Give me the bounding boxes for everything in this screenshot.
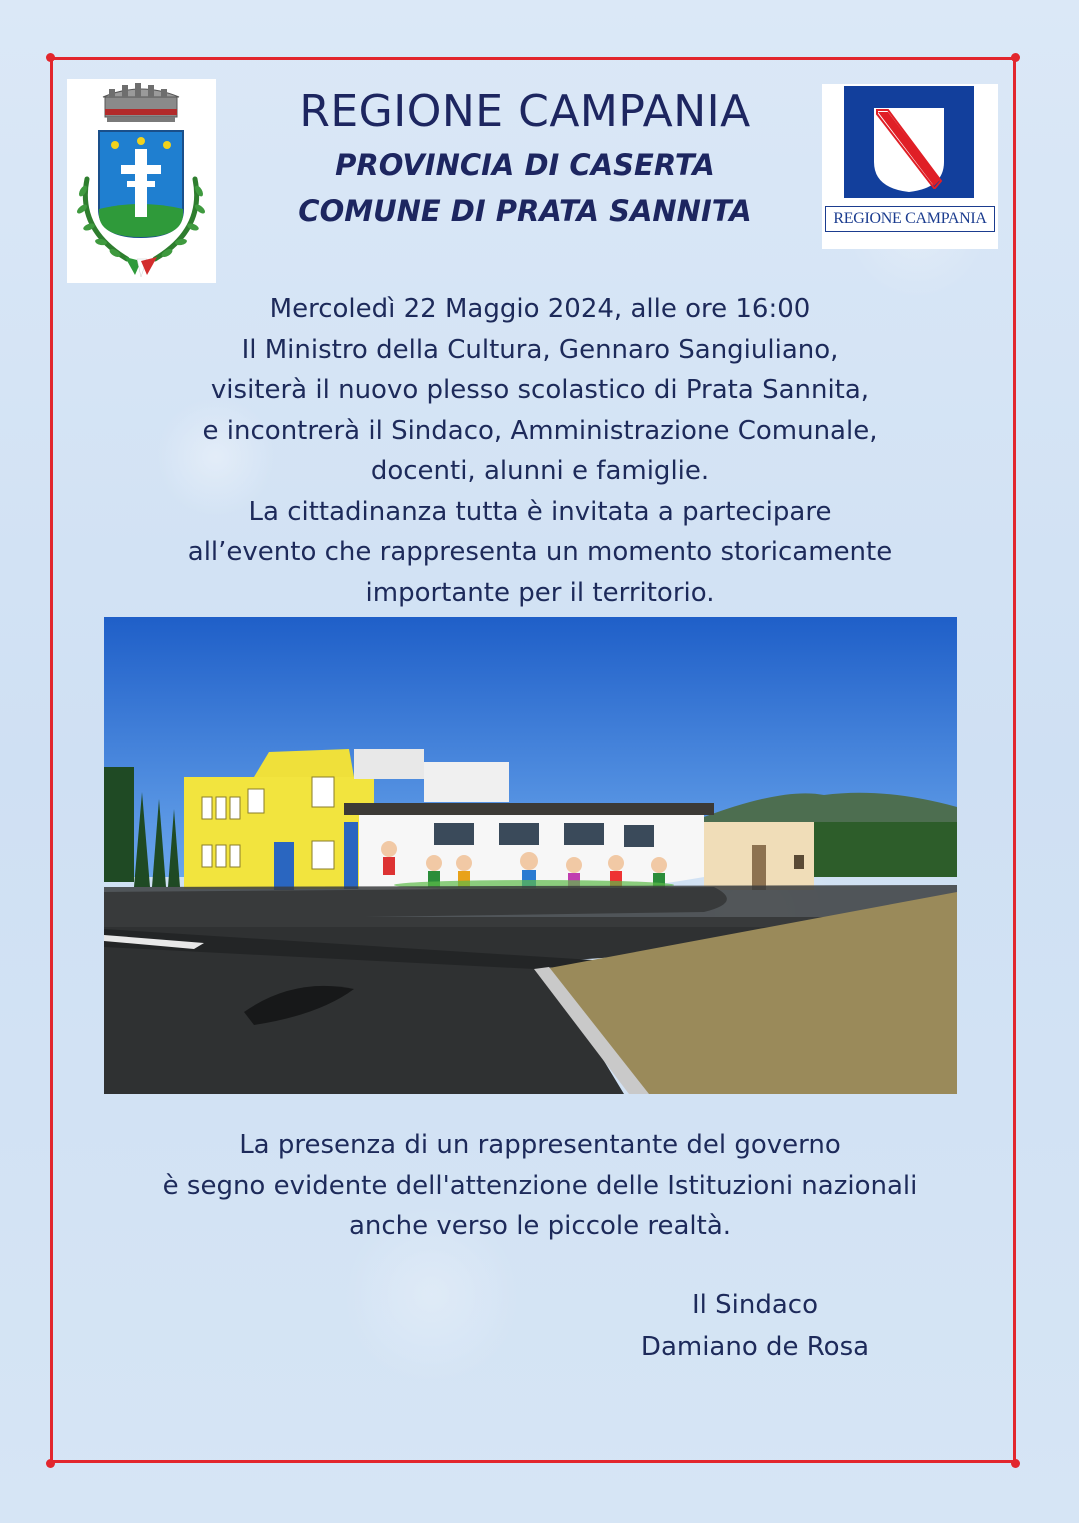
announcement-line: Il Ministro della Cultura, Gennaro Sangiuliano, — [241, 334, 839, 365]
signature-title: Il Sindaco — [691, 1290, 818, 1320]
announcement-line: e incontrerà il Sindaco, Amministrazione Comunale, — [202, 415, 878, 446]
closing-line: è segno evidente dell'attenzione delle Istituzioni nazionali — [162, 1170, 918, 1201]
signature-name: Damiano de Rosa — [640, 1332, 870, 1362]
announcement-line: visiterà il nuovo plesso scolastico di Prata Sannita, — [210, 375, 870, 405]
regione-campania-logo-icon — [822, 84, 998, 249]
closing-text — [60, 1125, 1020, 1247]
frame-corner-dot — [1011, 1459, 1020, 1468]
announcement-line: Mercoledì 22 Maggio 2024, alle ore 16:00 — [269, 294, 811, 324]
closing-line: anche verso le piccole realtà. — [348, 1211, 732, 1241]
signature-block — [610, 1284, 900, 1368]
frame-corner-dot — [46, 1459, 55, 1468]
school-building-photo — [104, 617, 957, 1094]
frame-corner-dot — [46, 53, 55, 62]
announcement-text — [60, 289, 1020, 613]
frame-corner-dot — [1011, 53, 1020, 62]
region-title: REGIONE CAMPANIA — [299, 86, 751, 137]
announcement-line: La cittadinanza tutta è invitata a partecipare — [248, 496, 832, 527]
closing-line: La presenza di un rappresentante del governo — [239, 1130, 841, 1160]
prata-sannita-coat-of-arms-icon — [67, 79, 216, 283]
announcement-line: all’evento che rappresenta un momento storicamente — [187, 537, 893, 567]
regione-campania-logo-caption: REGIONE CAMPANIA — [825, 206, 995, 232]
announcement-line: importante per il territorio. — [365, 577, 715, 608]
province-title: PROVINCIA DI CASERTA — [335, 148, 715, 182]
municipality-title: COMUNE DI PRATA SANNITA — [298, 194, 752, 228]
announcement-line: docenti, alunni e famiglie. — [370, 456, 710, 486]
